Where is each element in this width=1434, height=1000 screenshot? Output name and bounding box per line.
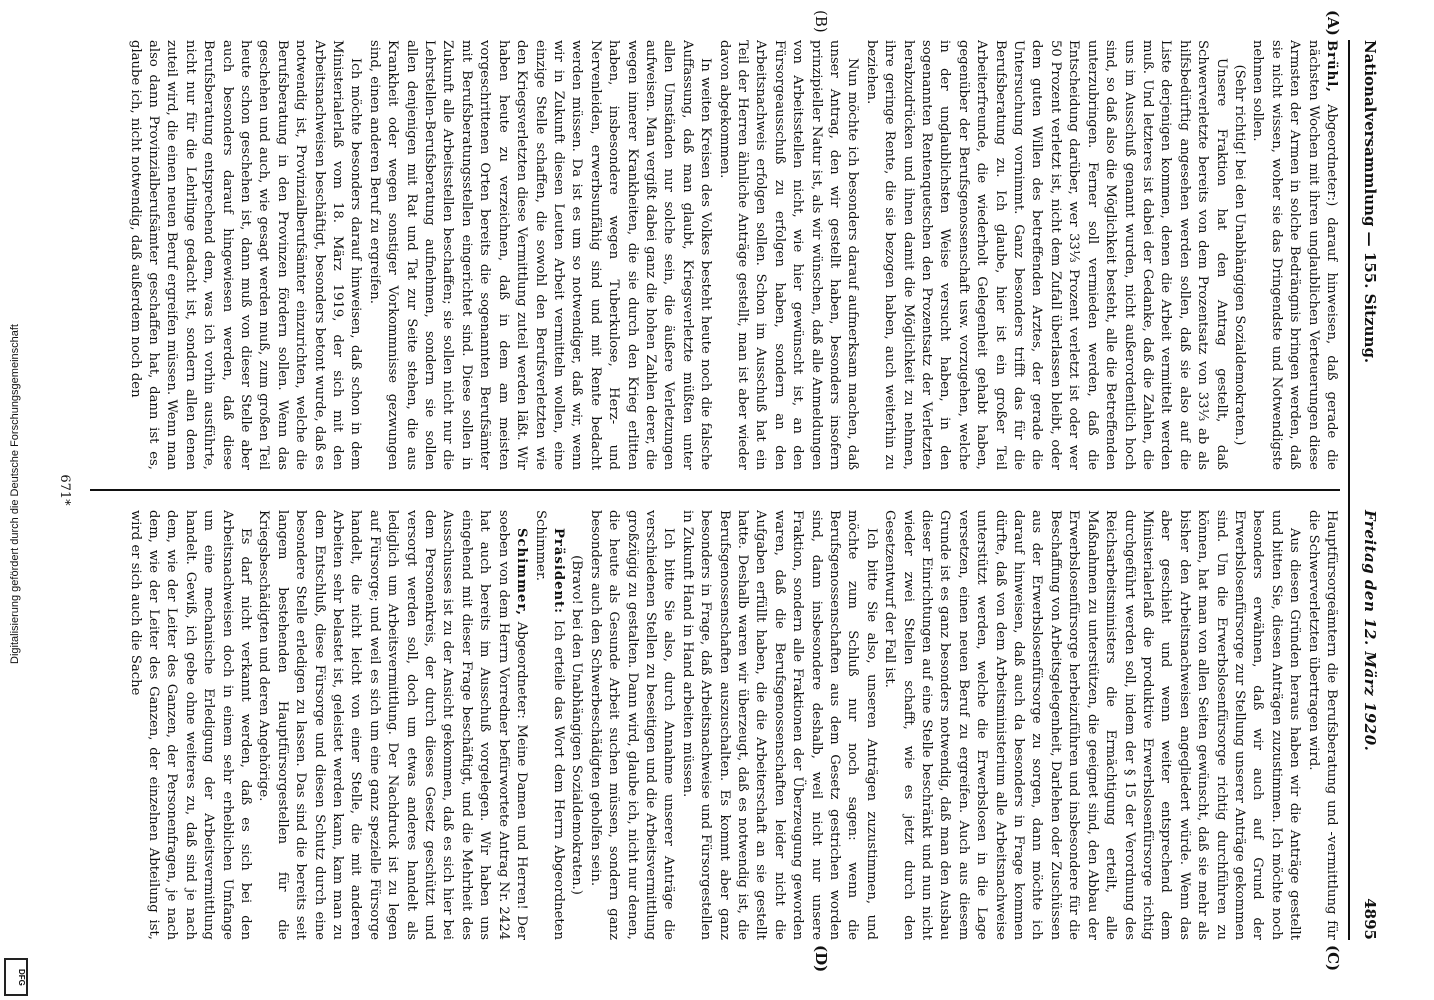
header-left: Nationalversammlung — 155. Sitzung. bbox=[1361, 40, 1379, 364]
paragraph bbox=[530, 510, 567, 940]
page-number: 4895 bbox=[1361, 898, 1379, 940]
right-column bbox=[70, 510, 1340, 940]
margin-marker-b: (B) bbox=[812, 10, 830, 33]
paragraph: Aus diesen Gründen heraus haben wir die Anträge gestellt und bitten Sie, diesen Anträgen zuzustimmen. Ich möchte noch besonders erwähnen, daß wir auch auf Grund der Erwerbslosenfürsorge zur Stellung unserer Anträge gekommen sind. Um die Erwerbslosenfürsorge richtig durchführen zu können, hat man von allen Seiten gewünscht, daß sie mehr als bisher den Arbeitsnachweisen angegliedert würde. Wenn das aber geschieht und wenn weiter entsprechend dem Ministerialerlaß die produktive Erwerbslosenfürsorge richtig durchgeführt werden soll, indem der § 15 der Verordnung des Reichsarbeitsministers die Ermächtigung erteilt, alle Maßnahmen zu unterstützen, die geeignet sind, den Abbau der Erwerbslosenfürsorge herbeizuführen und insbesondere für die Beschaffung von Arbeitsgelegenheit, Darlehen oder Zuschüssen aus der Erwerbslosenfürsorge zu sorgen, dann möchte ich darauf hinweisen, daß auch da besonders in Frage kommen dürfte, daß von dem Arbeitsministerium alle Arbeitsnachweise unterstützt werden, welche die Erwerbslosen in die Lage versetzen, einen neuen Beruf zu ergreifen. Auch aus diesem Grunde ist es ganz besonders notwendig, daß man den Ausbau dieser Einrichtungen auf eine Stelle beschränkt und nun nicht wieder zwei Stellen schafft, wie es jetzt durch den Gesetzentwurf der Fall ist. bbox=[882, 510, 1303, 940]
paragraph bbox=[254, 510, 530, 940]
paragraph bbox=[1248, 40, 1340, 470]
paragraph: In weiten Kreisen des Volkes besteht heute noch die falsche Auffassung, daß man glaubt, Kriegsverletzte müßten unter allen Umständen nur solche sein, die äußere Verletzungen aufweisen. Man vergißt dabei ganz die hohen Zahlen derer, die wegen innerer Krankheiten, die sie durch den Krieg erlitten haben, insbesondere wegen Tuberkulose, Herz- und Nervenleiden, erwerbsunfähig sind und mit Rente bedacht werden müssen. Da ist es um so notwendiger, daß wir, wenn wir in Zukunft diesen Leuten Arbeit vermitteln wollen, eine einzige Stelle schaffen, die sowohl den Berufsverletzten wie den Kriegsverletzten diese Vermittlung zuteil werden läßt. Wir haben heute zu verzeichnen, daß in dem am meisten vorgeschrittenen Orten bereits die sogenannten Berufsämter mit Berufsberatungsstellen eingerichtet sind. Diese sollen in Zukunft alle Arbeitsstellen beschaffen; sie sollen nicht nur die Lehrstellen-Berufsberatung aufnehmen, sondern sie sollen allen denjenigen mit Rat und Tat zur Seite stehen, die aus Krankheit oder wegen sonstiger Vorkommnisse gezwungen sind, einen anderen Beruf zu ergreifen. bbox=[366, 40, 714, 470]
paragraph: Hauptfürsorgeämtern die Berufsberatung und -vermittlung für die Schwerverletzten übertragen wird. bbox=[1305, 510, 1339, 940]
paragraph: Ich bitte Sie also, durch Annahme unserer Anträge die verschiedenen Stellen zu beseitigen und die Arbeitsvermittlung großzügig zu gestalten. Dann wird, glaube ich, nicht nur denen, die heute als Gesunde Arbeit suchen müssen, sondern ganz besonders auch den Schwerbeschädigten geholfen sein. bbox=[587, 510, 677, 940]
paragraph-text: Abgeordneter: Meine Damen und Herren! Der soeben von dem Herrn Vorredner befürwortete Antrag Nr. 2424 hat auch bereits im Ausschuß vorgelegen. Wir haben uns eingehend mit dieser Frage beschäftigt, und die Mehrheit des Ausschusses ist zu der Ansicht gekommen, daß es sich hier bei dem Personenkreis, der durch dieses Gesetz geschützt und versorgt werden soll, doch um etwas anderes handelt als lediglich um Arbeitsvermittlung. Der Nachdruck ist zu legen auf Fürsorge; und weil es sich um eine ganz spezielle Fürsorge handelt, die nicht leicht von einer Stelle, die mit anderen Arbeiten sehr belastet ist, geleistet werden kann, kam man zu dem Entschluß, diese Fürsorge und diesen Schutz durch eine besondere Stelle erledigen zu lassen. Das sind die bereits seit langem bestehenden Hauptfürsorgestellen für die Kriegsbeschädigten und deren Angehörige. bbox=[256, 510, 530, 940]
scanned-page bbox=[40, 10, 1390, 973]
page-wrap bbox=[40, 10, 1390, 973]
paragraph: Ich möchte besonders darauf hinweisen, daß schon in dem Ministerialerlaß vom 18. März 1919, der sich mit den Arbeitsnachweisen beschäftigt, besonders betont wurde, daß es notwendig ist, Provinzialberufsämter einzurichten, welche die Berufsberatung in den Provinzen fördern sollen. Wenn das geschehen und auch, wie gesagt werden muß, zum großen Teil heute schon geschehen ist, dann muß von dieser Stelle aber auch besonders darauf hingewiesen werden, daß diese Berufsberatung entsprechend dem, was ich vorhin ausführte, nicht nur für die Lehrlinge gedacht ist, sondern allen denen zuteil wird, die einen neuen Beruf ergreifen müssen. Wenn man also dann Provinzialberufsämter geschaffen hat, dann ist es, glaube ich, nicht notwendig, daß außerdem noch den bbox=[127, 40, 364, 470]
paragraph: Unsere Fraktion hat den Antrag gestellt, daß Schwerverletzte bereits von dem Prozentsatz von 33⅓ ab als hilfsbedürftig angesehen werden sollen, daß sie also auf die Liste derjenigen kommen, denen die Arbeit vermittelt werden muß. Und letzteres ist dabei der Gedanke, daß die Zahlen, die uns im Ausschuß genannt wurden, nicht außerordentlich hoch sind, so daß also die Möglichkeit besteht, alle die Betreffenden unterzubringen. Ferner soll vermieden werden, daß die Entscheidung darüber, wer 33⅓ Prozent verletzt ist oder wer 50 Prozent verletzt ist, nicht dem Zufall überlassen bleibt, oder dem guten Willen des betreffenden Arztes, der gerade die Untersuchung vornimmt. Ganz besonders trifft das für die Berufsberatung zu. Ich glaube, hier ist ein großer Teil Arbeiterfreunde, die wiederholt Gelegenheit gehabt haben, gegenüber der Berufsgenossenschaft usw. vorzugehen, welche in der unglaublichsten Weise versucht haben, in den sogenannten Rentenquetschen den Prozentsatz der Verletzten herabzudrücken und ihnen damit die Möglichkeit zu nehmen, ihre geringe Rente, die sie bezogen haben, auch weiterhin zu beziehen. bbox=[863, 40, 1229, 470]
speaker-name: Brühl, bbox=[1324, 40, 1339, 93]
speaker-name: Präsident: bbox=[550, 528, 566, 615]
left-column bbox=[70, 40, 1340, 470]
digitization-credit: Digitalisierung gefördert durch die Deutsche Forschungsgemeinschaft bbox=[9, 324, 21, 664]
paragraph: Es darf nicht verkannt werden, daß es sich bei den Arbeitsnachweisen doch in einem sehr erheblichen Umfange um eine mechanische Erledigung der Arbeitsvermittlung handelt. Gewiß, ich gebe ohne weiteres zu, daß sind je nach dem, wie der Leiter des Ganzen, der Personenfragen, je nach dem, wie der Leiter des Ganzen, der einzelnen Abteilung ist, wird er sich auch die Sache bbox=[127, 510, 254, 940]
dfg-logo: DFG bbox=[4, 958, 28, 996]
speaker-name: Schimmer, bbox=[514, 528, 530, 617]
interjection: (Bravo! bei den Unabhängigen Sozialdemokraten.) bbox=[569, 555, 585, 895]
header-date: Freitag den 12. März 1920. bbox=[1361, 510, 1379, 752]
page-header bbox=[1348, 40, 1390, 940]
sidebar bbox=[0, 0, 28, 1000]
interjection: (Sehr richtig! bei den Unabhängigen Sozialdemokraten.) bbox=[1231, 64, 1247, 446]
margin-marker-a: (A) bbox=[1324, 10, 1342, 36]
paragraph-text: Ich erteile das Wort dem Herrn Abgeordneten Schimmer. bbox=[532, 510, 566, 940]
footer-mark: 671* bbox=[57, 474, 72, 506]
margin-marker-c: (C) bbox=[1324, 945, 1342, 972]
margin-marker-d: (D) bbox=[812, 945, 830, 973]
column-divider bbox=[90, 489, 1340, 491]
paragraph: Ich bitte Sie also, unseren Anträgen zuzustimmen, und möchte zum Schluß nur noch sagen: wenn die Berufsgenossenschaften aus dem Gesetz gestrichen worden sind, dann insbesondere deshalb, weil nicht nur unsere Fraktion, sondern alle Fraktionen der Überzeugung geworden waren, daß die Berufsgenossenschaften leider nicht die Aufgaben erfüllt haben, die die Arbeiterschaft an sie gestellt hatte. Deshalb waren wir überzeugt, daß es notwendig ist, die Berufsgenossenschaften auszuschalten. Es kommt aber ganz besonders in Frage, daß Arbeitsnachweise und Fürsorgestellen in Zukunft Hand in Hand arbeiten müssen. bbox=[679, 510, 879, 940]
paragraph: Nun möchte ich besonders darauf aufmerksam machen, daß unser Antrag, den wir gestellt haben, besonders insofern prinzipieller Natur ist, als wir wünschen, daß alle Anmeldungen von Arbeitsstellen nicht, wie hier gewünscht ist, an den Fürsorgeausschuß zu erfolgen haben, sondern an den Arbeitsnachweis erfolgen sollen. Schon im Ausschuß hat ein Teil der Herren ähnliche Anträge gestellt, man ist aber wieder davon abgekommen. bbox=[716, 40, 861, 470]
paragraph-text: Abgeordneter:) darauf hinweisen, daß gerade die nächsten Wochen mit ihren unglaublichen Verteuerungen diese Armsten der Armen in solche Bedrängnis bringen werden, daß sie nicht wissen, woher sie das Dringendste und Notwendigste nehmen sollen. bbox=[1250, 40, 1339, 470]
